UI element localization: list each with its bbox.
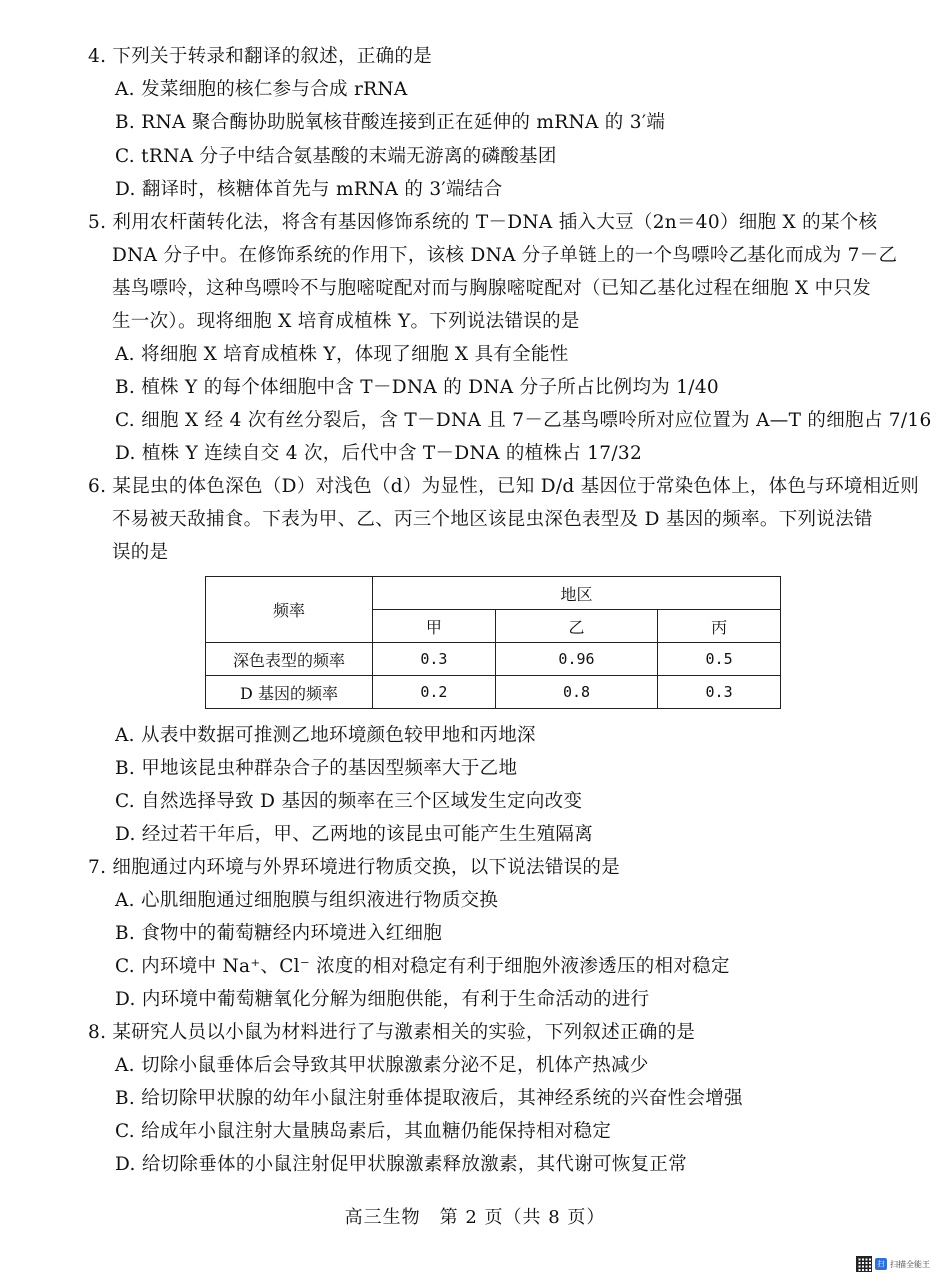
table-col-jia: 甲 [373, 610, 496, 643]
table-col-bing: 丙 [658, 610, 781, 643]
table-row-label: D 基因的频率 [206, 676, 373, 709]
table-cell: 0.2 [373, 676, 496, 709]
table-row-label: 深色表型的频率 [206, 643, 373, 676]
q6-stem-line-3: 误的是 [112, 542, 169, 563]
q6-option-c: C. 自然选择导致 D 基因的频率在三个区域发生定向改变 [115, 791, 583, 812]
qr-code-icon [856, 1256, 872, 1272]
q5-stem-line-2: DNA 分子中。在修饰系统的作用下，该核 DNA 分子单链上的一个鸟嘌呤乙基化而成为 7－乙 [112, 245, 898, 266]
q7-option-c: C. 内环境中 Na⁺、Cl⁻ 浓度的相对稳定有利于细胞外液渗透压的相对稳定 [115, 956, 730, 977]
q5-option-c: C. 细胞 X 经 4 次有丝分裂后，含 T－DNA 且 7－乙基鸟嘌呤所对应位置为 A—T 的细胞占 7/16 [115, 410, 932, 431]
q8-option-b: B. 给切除甲状腺的幼年小鼠注射垂体提取液后，其神经系统的兴奋性会增强 [115, 1088, 743, 1109]
q6-stem-line-1: 6. 某昆虫的体色深色（D）对浅色（d）为显性，已知 D/d 基因位于常染色体上，体色与环境相近则 [88, 476, 920, 497]
q5-option-a: A. 将细胞 X 培育成植株 Y，体现了细胞 X 具有全能性 [115, 344, 569, 365]
q4-option-d: D. 翻译时，核糖体首先与 mRNA 的 3′端结合 [115, 179, 503, 200]
table-row [206, 676, 781, 709]
q5-option-d: D. 植株 Y 连续自交 4 次，后代中含 T－DNA 的植株占 17/32 [115, 443, 643, 464]
q8-option-c: C. 给成年小鼠注射大量胰岛素后，其血糖仍能保持相对稳定 [115, 1121, 612, 1142]
table-cell: 0.5 [658, 643, 781, 676]
scanner-logo-icon: 扫 [875, 1258, 887, 1270]
table-row [206, 643, 781, 676]
frequency-table [205, 576, 781, 709]
q7-option-b: B. 食物中的葡萄糖经内环境进入红细胞 [115, 923, 443, 944]
q5-stem-line-1: 5. 利用农杆菌转化法，将含有基因修饰系统的 T－DNA 插入大豆（2n＝40）细胞 X 的某个核 [88, 212, 878, 233]
table-cell: 0.3 [373, 643, 496, 676]
table-col-yi: 乙 [495, 610, 657, 643]
q8-option-d: D. 给切除垂体的小鼠注射促甲状腺激素释放激素，其代谢可恢复正常 [115, 1154, 688, 1175]
page-footer: 高三生物 第 2 页（共 8 页） [344, 1207, 606, 1228]
q4-option-a: A. 发菜细胞的核仁参与合成 rRNA [115, 79, 408, 100]
table-cell: 0.8 [495, 676, 657, 709]
q5-stem-line-4: 生一次）。现将细胞 X 培育成植株 Y。下列说法错误的是 [112, 311, 580, 332]
q8-option-a: A. 切除小鼠垂体后会导致其甲状腺激素分泌不足，机体产热减少 [115, 1055, 649, 1076]
q7-option-d: D. 内环境中葡萄糖氧化分解为细胞供能，有利于生命活动的进行 [115, 989, 650, 1010]
q7-stem: 7. 细胞通过内环境与外界环境进行物质交换，以下说法错误的是 [88, 857, 621, 878]
q6-option-d: D. 经过若干年后，甲、乙两地的该昆虫可能产生生殖隔离 [115, 824, 594, 845]
q4-option-b: B. RNA 聚合酶协助脱氧核苷酸连接到正在延伸的 mRNA 的 3′端 [115, 112, 666, 133]
q7-option-a: A. 心肌细胞通过细胞膜与组织液进行物质交换 [115, 890, 499, 911]
q6-option-b: B. 甲地该昆虫种群杂合子的基因型频率大于乙地 [115, 758, 518, 779]
table-corner-header: 频率 [206, 577, 373, 643]
table-region-header: 地区 [373, 577, 781, 610]
q5-option-b: B. 植株 Y 的每个体细胞中含 T－DNA 的 DNA 分子所占比例均为 1/40 [115, 377, 719, 398]
q4-stem: 4. 下列关于转录和翻译的叙述，正确的是 [88, 46, 433, 67]
q6-option-a: A. 从表中数据可推测乙地环境颜色较甲地和丙地深 [115, 725, 536, 746]
q5-stem-line-3: 基鸟嘌呤，这种鸟嘌呤不与胞嘧啶配对而与胸腺嘧啶配对（已知乙基化过程在细胞 X 中只发 [112, 278, 872, 299]
scanner-watermark-text: 扫描全能王 [890, 1259, 930, 1269]
q6-stem-line-2: 不易被天敌捕食。下表为甲、乙、丙三个地区该昆虫深色表型及 D 基因的频率。下列说法错 [112, 509, 873, 530]
table-cell: 0.96 [495, 643, 657, 676]
q8-stem: 8. 某研究人员以小鼠为材料进行了与激素相关的实验，下列叙述正确的是 [88, 1022, 696, 1043]
table-cell: 0.3 [658, 676, 781, 709]
q4-option-c: C. tRNA 分子中结合氨基酸的末端无游离的磷酸基团 [115, 146, 557, 167]
scanner-watermark [856, 1256, 930, 1272]
